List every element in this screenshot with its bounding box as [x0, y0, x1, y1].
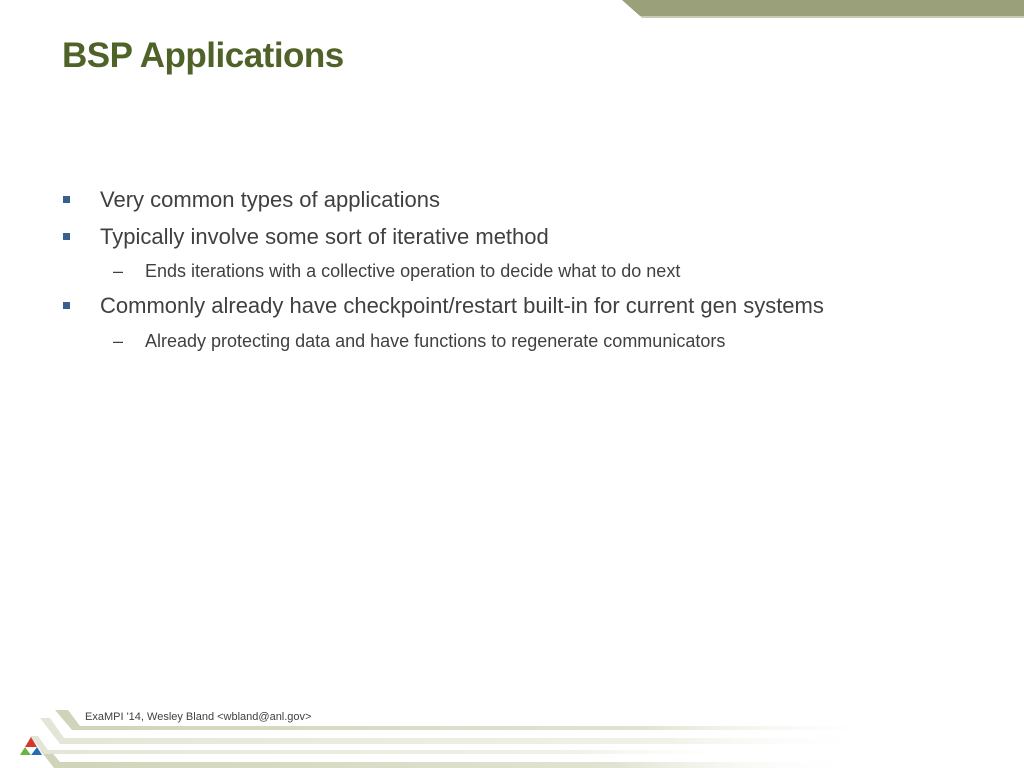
- argonne-triangle-logo-icon: [20, 736, 42, 756]
- square-bullet-icon: [63, 196, 70, 203]
- bullet-text: Typically involve some sort of iterative method: [100, 224, 549, 249]
- sub-bullet-item: [0, 258, 1024, 284]
- bullet-item: [0, 222, 1024, 254]
- dash-icon: –: [113, 261, 124, 281]
- square-bullet-icon: [63, 302, 70, 309]
- top-decorative-band: [0, 0, 1024, 20]
- square-bullet-icon: [63, 233, 70, 240]
- footer-citation: ExaMPI '14, Wesley Bland <wbland@anl.gov>: [85, 711, 312, 723]
- slide-title: BSP Applications: [62, 36, 344, 75]
- dash-icon: –: [113, 331, 124, 351]
- bullet-item: [0, 291, 1024, 323]
- bullet-item: [0, 185, 1024, 217]
- sub-bullet-item: [0, 328, 1024, 354]
- sub-bullet-text: Ends iterations with a collective operation to decide what to do next: [145, 261, 681, 281]
- sub-bullet-text: Already protecting data and have functions to regenerate communicators: [145, 331, 726, 351]
- bullet-text: Commonly already have checkpoint/restart built-in for current gen systems: [100, 293, 824, 318]
- bullet-text: Very common types of applications: [100, 187, 440, 212]
